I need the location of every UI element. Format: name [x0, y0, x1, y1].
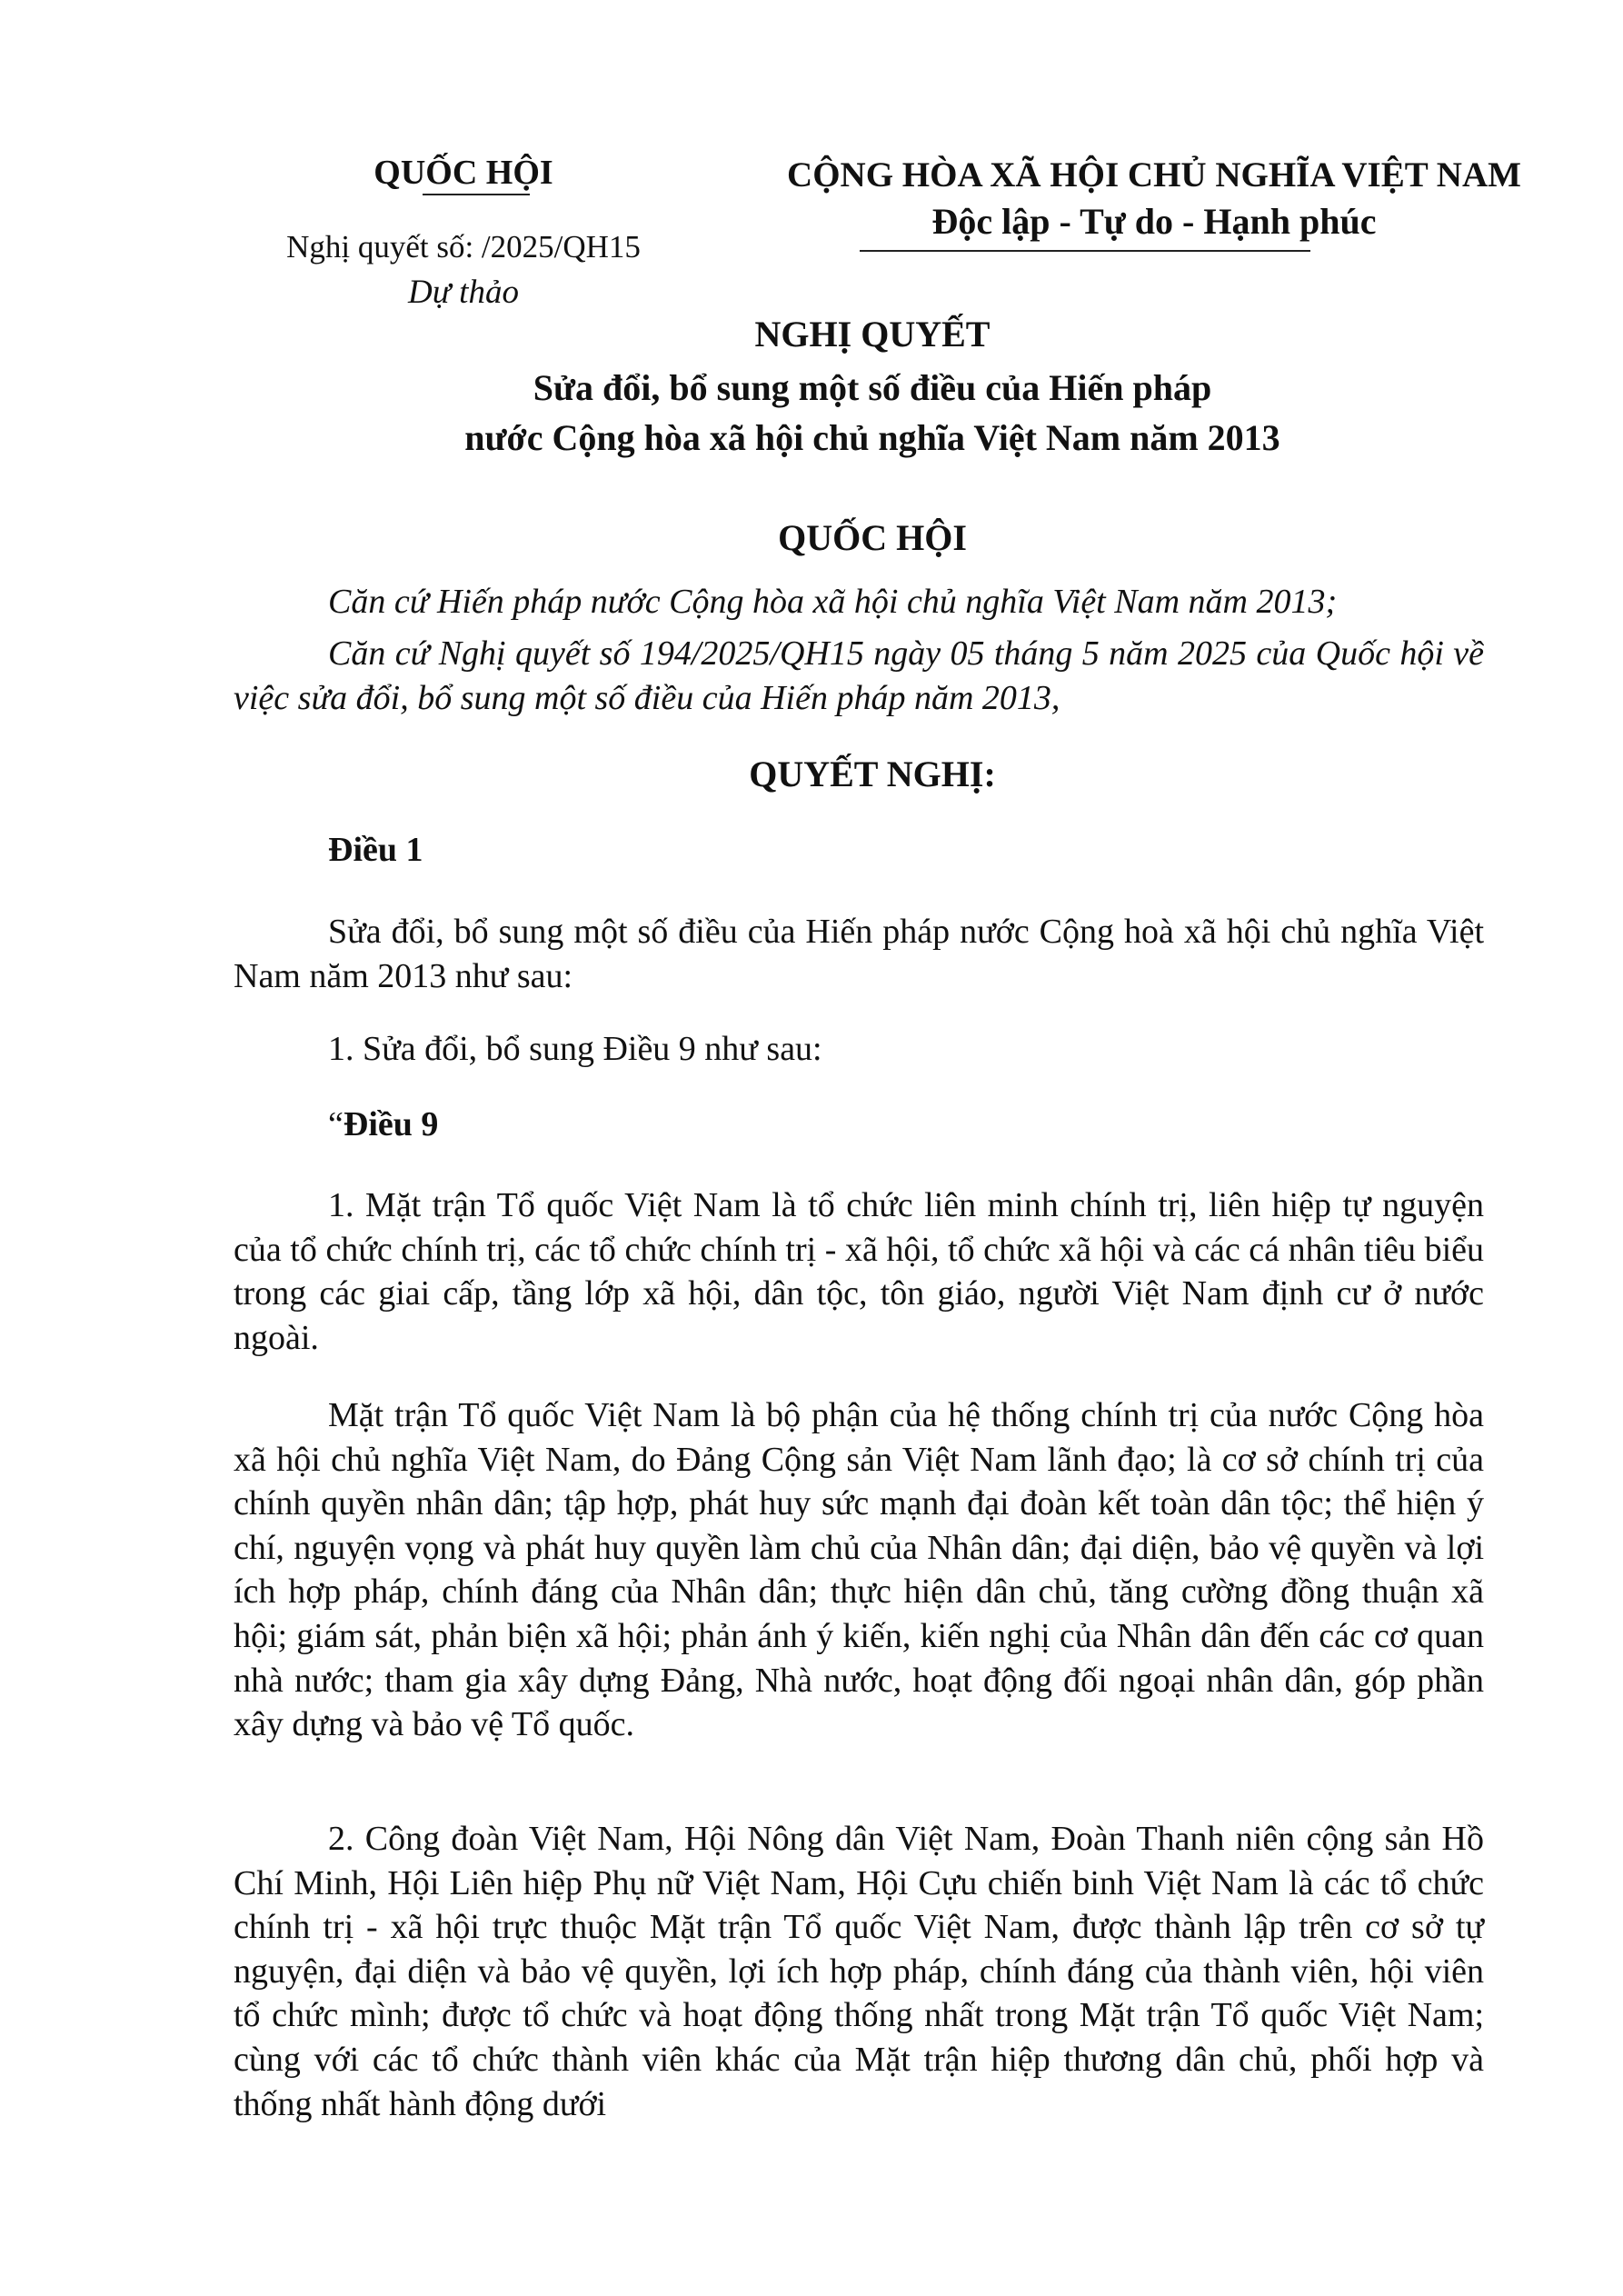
document-subtitle-line-1: Sửa đổi, bổ sung một số điều của Hiến pháp — [533, 367, 1212, 408]
resolves-heading: QUYẾT NGHỊ: — [749, 754, 996, 794]
article-9-title: Điều 9 — [343, 1105, 439, 1143]
issuing-agency: QUỐC HỘI — [373, 154, 553, 192]
opening-quote: “ — [328, 1105, 344, 1143]
preamble-basis-2: Căn cứ Nghị quyết số 194/2025/QH15 ngày 05 tháng 5 năm 2025 của Quốc hội về việc sửa đổi, bổ sung một số điều của Hiến pháp năm 2013, — [234, 634, 1484, 717]
document-subtitle-line-2: nước Cộng hòa xã hội chủ nghĩa Việt Nam năm 2013 — [464, 417, 1280, 458]
country-name: CỘNG HÒA XÃ HỘI CHỦ NGHĨA VIỆT NAM — [787, 155, 1521, 195]
national-motto: Độc lập - Tự do - Hạnh phúc — [931, 201, 1377, 242]
draft-mark: Dự thảo — [408, 274, 519, 311]
agency-underline — [423, 194, 530, 195]
preamble-basis-1: Căn cứ Hiến pháp nước Cộng hòa xã hội chủ nghĩa Việt Nam năm 2013; — [328, 583, 1338, 621]
article-9-heading — [328, 1104, 438, 1144]
document-type: NGHỊ QUYẾT — [754, 314, 991, 354]
article-9-clause-1-paragraph-2: Mặt trận Tổ quốc Việt Nam là bộ phận của hệ thống chính trị của nước Cộng hòa xã hội chủ nghĩa Việt Nam, do Đảng Cộng sản Việt Nam lãnh đạo; là cơ sở chính trị của chính quyền nhân dân; tập hợp, phát huy sức mạnh đại đoàn kết toàn dân tộc; thể hiện ý chí, nguyện vọng và phát huy quyền làm chủ của Nhân dân; đại diện, bảo vệ quyền và lợi ích hợp pháp, chính đáng của Nhân dân; thực hiện dân chủ, tăng cường đồng thuận xã hội; giám sát, phản biện xã hội; phản ánh ý kiến, kiến nghị của Nhân dân đến các cơ quan nhà nước; tham gia xây dựng Đảng, Nhà nước, hoạt động đối ngoại nhân dân, góp phần xây dựng và bảo vệ Tổ quốc. — [234, 1396, 1484, 1744]
article-9-clause-1: 1. Mặt trận Tổ quốc Việt Nam là tổ chức liên minh chính trị, liên hiệp tự nguyện của tổ chức chính trị, các tổ chức chính trị - xã hội, tổ chức xã hội và các cá nhân tiêu biểu trong các giai cấp, tầng lớp xã hội, dân tộc, tôn giáo, người Việt Nam định cư ở nước ngoài. — [234, 1186, 1484, 1357]
resolution-number: Nghị quyết số: /2025/QH15 — [286, 229, 641, 265]
article-1-heading: Điều 1 — [328, 831, 423, 869]
article-1-item-1: 1. Sửa đổi, bổ sung Điều 9 như sau: — [328, 1030, 822, 1068]
article-1-intro: Sửa đổi, bổ sung một số điều của Hiến pháp nước Cộng hoà xã hội chủ nghĩa Việt Nam năm 2013 như sau: — [234, 913, 1484, 995]
issuer-heading: QUỐC HỘI — [778, 517, 967, 558]
motto-underline — [860, 250, 1310, 252]
article-9-clause-2: 2. Công đoàn Việt Nam, Hội Nông dân Việt Nam, Đoàn Thanh niên cộng sản Hồ Chí Minh, Hội Liên hiệp Phụ nữ Việt Nam, Hội Cựu chiến binh Việt Nam là các tổ chức chính trị - xã hội trực thuộc Mặt trận Tổ quốc Việt Nam, được thành lập trên cơ sở tự nguyện, đại diện và bảo vệ quyền, lợi ích hợp pháp, chính đáng của thành viên, hội viên tổ chức mình; được tổ chức và hoạt động thống nhất trong Mặt trận Tổ quốc Việt Nam; cùng với các tổ chức thành viên khác của Mặt trận hiệp thương dân chủ, phối hợp và thống nhất hành động dưới — [234, 1820, 1484, 2123]
